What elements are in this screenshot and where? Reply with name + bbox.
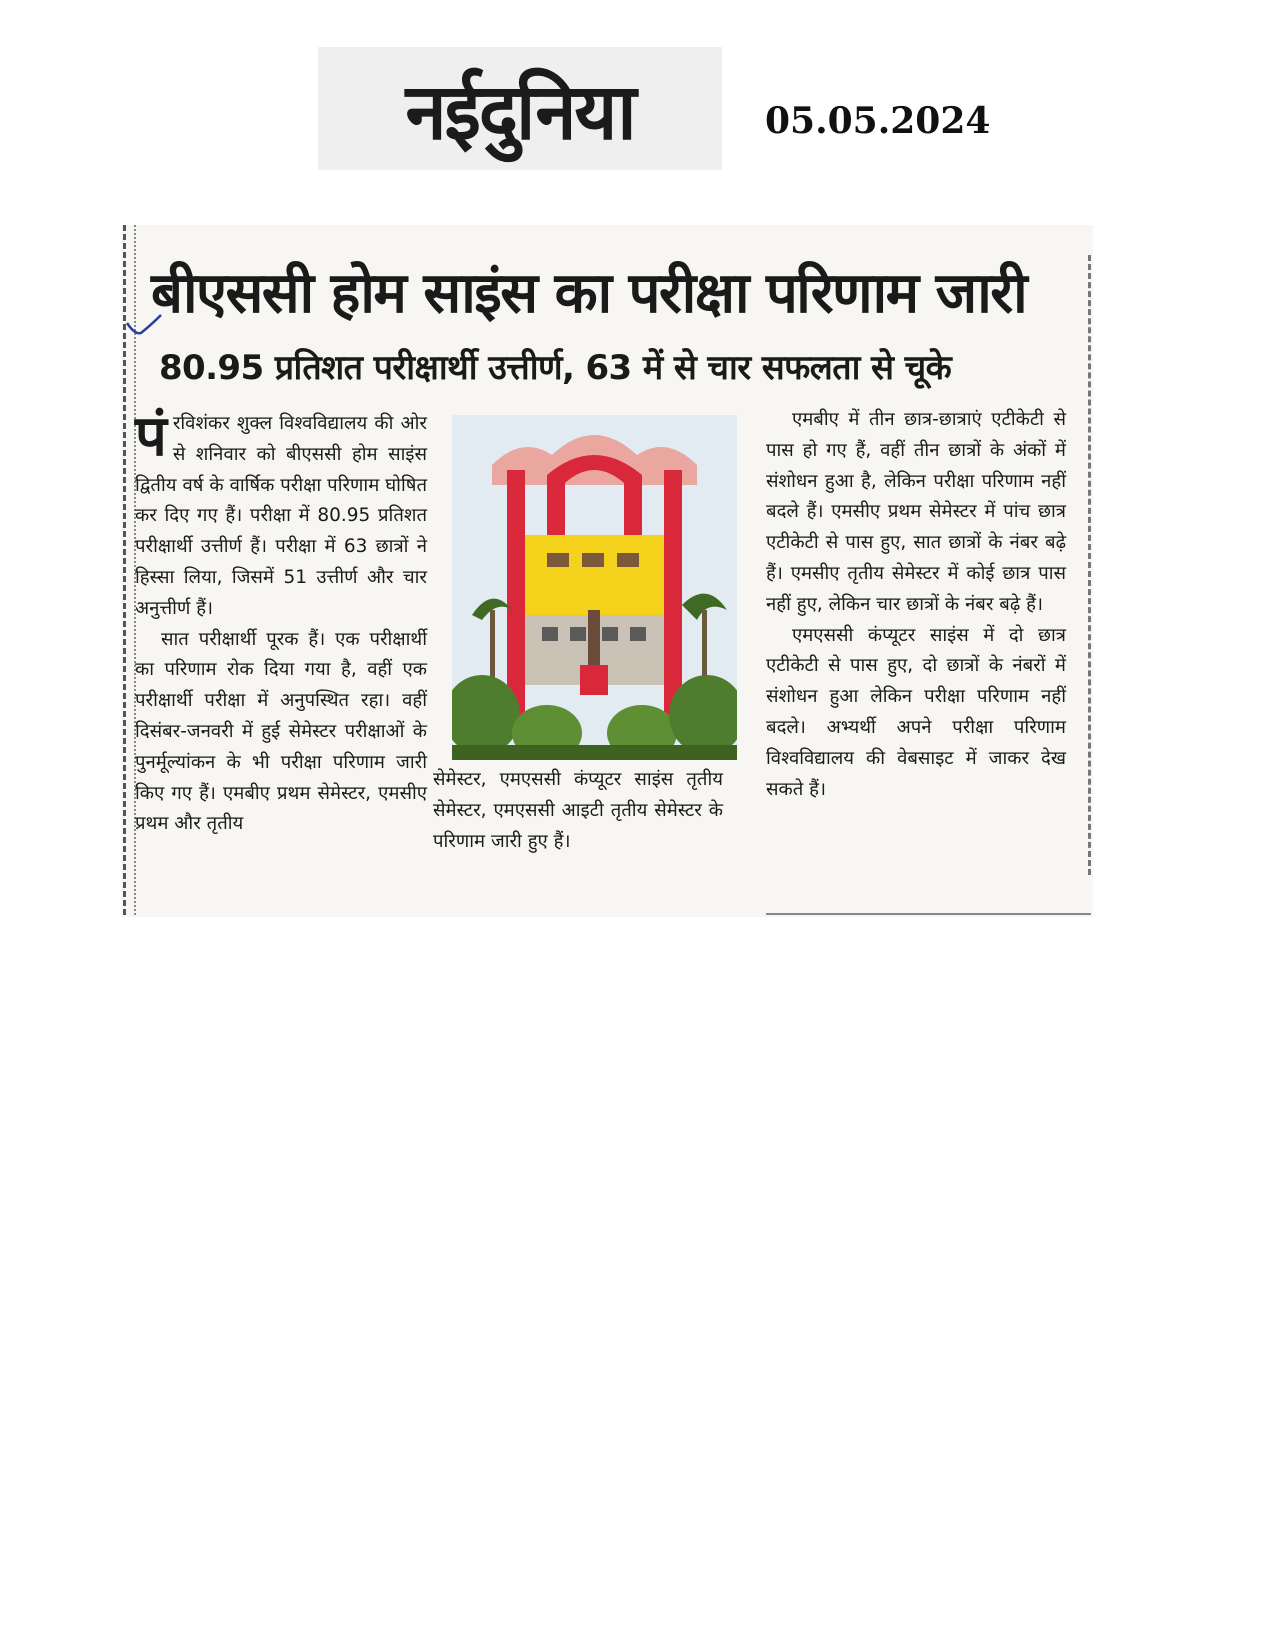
drop-cap: पं	[135, 404, 167, 469]
article-paragraph	[135, 404, 427, 625]
article-paragraph: सात परीक्षार्थी पूरक हैं। एक परीक्षार्थी का परिणाम रोक दिया गया है, वहीं एक परीक्षार्थी परीक्षा में अनुपस्थित रहा। वहीं दिसंबर-जनवरी में हुई सेमेस्टर परीक्षाओं के पुनर्मूल्यांकन के भी परीक्षा परिणाम जारी किए गए हैं। एमबीए प्रथम सेमेस्टर, एमसीए प्रथम और तृतीय	[135, 628, 427, 835]
article-column-1	[135, 404, 427, 840]
newspaper-name: नईदुनिया	[405, 67, 635, 158]
column-bottom-rule	[766, 913, 1091, 915]
article-paragraph: एमएससी कंप्यूटर साइंस में दो छात्र एटीकेटी से पास हुए, दो छात्रों के नंबरों में संशोधन हुआ लेकिन परीक्षा परिणाम नहीं बदले। अभ्यर्थी अपने परीक्षा परिणाम विश्वविद्यालय की वेबसाइट में जाकर देख सकते हैं।	[766, 624, 1066, 800]
publication-date: 05.05.2024	[765, 100, 991, 142]
article-paragraph: सेमेस्टर, एमएससी कंप्यूटर साइंस तृतीय सेमेस्टर, एमएससी आइटी तृतीय सेमेस्टर के परिणाम जारी हुए हैं।	[433, 769, 723, 852]
article-column-2	[433, 765, 723, 857]
article-subheadline: 80.95 प्रतिशत परीक्षार्थी उत्तीर्ण, 63 में से चार सफलता से चूके	[159, 348, 952, 388]
university-building-photo	[452, 415, 737, 760]
article-paragraph: एमबीए में तीन छात्र-छात्राएं एटीकेटी से पास हो गए हैं, वहीं तीन छात्रों के अंकों में संशोधन हुआ है, लेकिन परीक्षा परिणाम नहीं बदले हैं। एमसीए प्रथम सेमेस्टर में पांच छात्र एटीकेटी से पास हुए, सात छात्रों के नंबर बढ़े हैं। एमसीए तृतीय सेमेस्टर में कोई छात्र पास नहीं हुए, लेकिन चार छात्रों के नंबर बढ़े हैं।	[766, 409, 1066, 615]
article-headline: बीएससी होम साइंस का परीक्षा परिणाम जारी	[151, 261, 1027, 326]
paragraph-text: रविशंकर शुक्ल विश्वविद्यालय की ओर से शनिवार को बीएससी होम साइंस द्वितीय वर्ष के वार्षिक परीक्षा परिणाम घोषित कर दिए गए हैं। परीक्षा में 80.95 प्रतिशत परीक्षार्थी उत्तीर्ण हैं। परीक्षा में 63 छात्रों ने हिस्सा लिया, जिसमें 51 उत्तीर्ण और चार अनुत्तीर्ण हैं।	[135, 413, 427, 619]
building-photo-image	[452, 415, 737, 760]
newspaper-masthead	[318, 47, 722, 170]
news-clipping	[121, 225, 1093, 917]
article-column-3	[766, 405, 1066, 805]
